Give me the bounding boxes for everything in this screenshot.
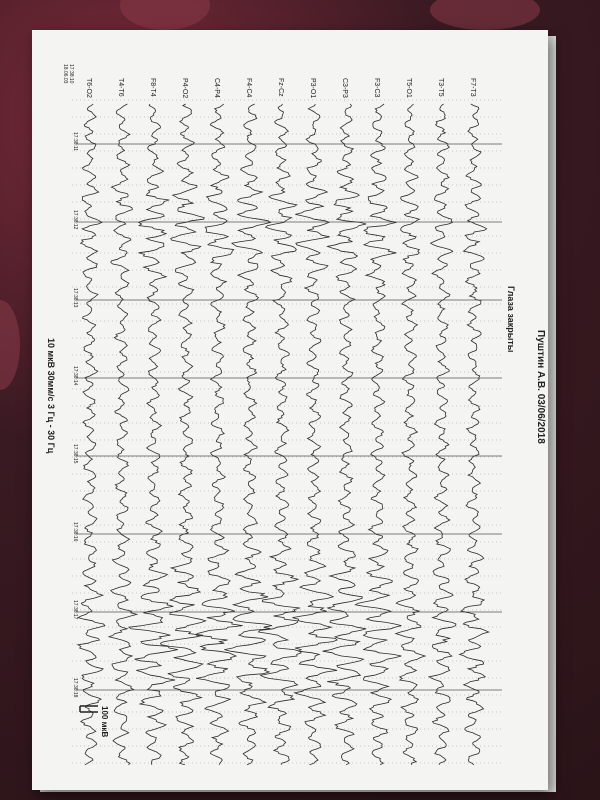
channel-label: F7-T3 xyxy=(469,78,476,97)
time-mark-label: 17:38:18 xyxy=(72,678,78,698)
start-time-stamp xyxy=(62,64,74,84)
scale-bar-label: 100 мкВ xyxy=(100,706,109,738)
eeg-trace xyxy=(429,104,456,765)
start-date: 18.06.03 xyxy=(62,64,68,84)
eeg-trace xyxy=(355,104,401,765)
scale-bar xyxy=(80,706,109,737)
channel-label: F3-C3 xyxy=(373,78,380,98)
time-mark-label: 17:38:11 xyxy=(72,132,78,152)
fabric-pattern xyxy=(430,0,540,30)
channel-label: P4-O2 xyxy=(181,78,188,99)
channel-label: T5-O1 xyxy=(405,78,412,98)
eeg-trace xyxy=(396,104,425,765)
channel-label: C3-P3 xyxy=(341,78,348,98)
eeg-trace xyxy=(129,104,178,765)
eeg-recording xyxy=(32,30,548,790)
channel-label: F8-T4 xyxy=(149,78,156,97)
eeg-trace xyxy=(259,104,302,765)
time-mark-label: 17:38:16 xyxy=(72,522,78,542)
time-mark-label: 17:38:15 xyxy=(72,444,78,464)
channel-label: P3-O1 xyxy=(309,78,316,99)
condition-label: Глаза закрыты xyxy=(506,286,516,353)
channel-label: Fz-Cz xyxy=(277,78,284,97)
time-mark-label: 17:38:12 xyxy=(72,210,78,230)
fabric-pattern xyxy=(120,0,210,30)
channel-labels xyxy=(85,78,476,98)
eeg-trace xyxy=(323,104,367,765)
patient-header: Пуштин А.В. 03/06/2018 xyxy=(535,330,546,444)
eeg-trace xyxy=(196,104,243,765)
channel-label: F4-C4 xyxy=(245,78,252,98)
eeg-trace xyxy=(224,104,272,765)
channel-label: C4-P4 xyxy=(213,78,220,98)
eeg-trace xyxy=(109,104,137,765)
time-mark-label: 17:38:14 xyxy=(72,366,78,386)
recording-settings: 10 мкВ 30мм/с 3 Гц - 30 Гц xyxy=(46,338,56,454)
time-marks xyxy=(72,132,78,698)
channel-label: T6-O2 xyxy=(85,78,92,98)
eeg-trace xyxy=(292,104,337,765)
eeg-trace xyxy=(78,104,105,765)
channel-label: T3-T5 xyxy=(437,78,444,97)
eeg-trace xyxy=(460,104,489,765)
fabric-pattern xyxy=(0,300,20,390)
start-time: 17:38:10 xyxy=(68,64,74,84)
eeg-traces xyxy=(78,104,489,765)
time-mark-label: 17:38:13 xyxy=(72,288,78,308)
channel-label: T4-T6 xyxy=(117,78,124,97)
eeg-printout-page xyxy=(32,30,548,790)
time-mark-label: 17:38:17 xyxy=(72,600,78,620)
eeg-trace xyxy=(161,104,206,765)
